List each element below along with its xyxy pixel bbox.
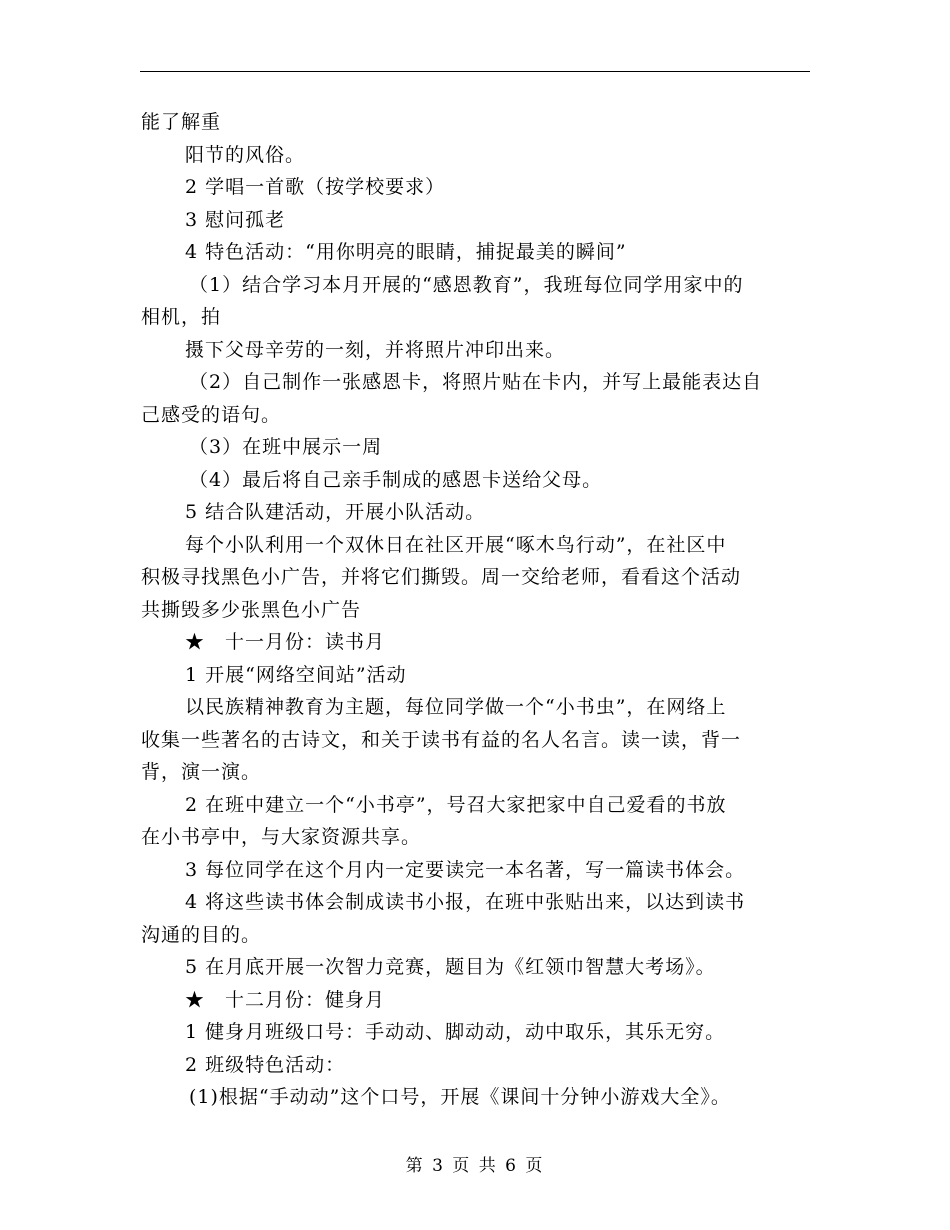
text-line: 积极寻找黑色小广告，并将它们撕毁。周一交给老师，看看这个活动 — [141, 566, 742, 588]
text-line: 在小书亭中，与大家资源共享。 — [141, 826, 422, 848]
section-heading: ★ 十一月份：读书月 — [185, 631, 386, 653]
text-line: 1 开展“网络空间站”活动 — [185, 663, 407, 686]
section-heading: ★ 十二月份：健身月 — [185, 988, 386, 1011]
text-line: 收集一些著名的古诗文，和关于读书有益的名人名言。读一读，背一 — [141, 728, 742, 751]
text-line: 3 每位同学在这个月内一定要读完一本名著，写一篇读书体会。 — [185, 858, 746, 881]
text-line: 2 学唱一首歌（按学校要求） — [185, 176, 446, 198]
text-line: 5 结合队建活动，开展小队活动。 — [185, 501, 486, 523]
text-line: （3）在班中展示一周 — [189, 436, 383, 458]
text-line: 每个小队利用一个双休日在社区开展“啄木鸟行动”，在社区中 — [185, 533, 727, 556]
text-line: 2 班级特色活动： — [185, 1053, 346, 1076]
text-line: 己感受的语句。 — [141, 403, 282, 426]
text-line: 2 在班中建立一个“小书亭”，号召大家把家中自己爱看的书放 — [185, 793, 727, 816]
text-line: （4）最后将自己亲手制成的感恩卡送给父母。 — [189, 468, 603, 491]
header-rule — [140, 71, 810, 72]
text-line: (1)根据“手动动”这个口号，开展《课间十分钟小游戏大全》。 — [189, 1086, 731, 1108]
text-line: 共撕毁多少张黑色小广告 — [141, 598, 362, 621]
text-line: 能了解重 — [141, 111, 222, 133]
text-line: （2）自己制作一张感恩卡，将照片贴在卡内，并写上最能表达自 — [189, 371, 763, 393]
text-line: 3 慰问孤老 — [185, 208, 286, 231]
text-line: （1）结合学习本月开展的“感恩教育”，我班每位同学用家中的 — [189, 273, 744, 296]
text-line: 相机，拍 — [141, 306, 222, 328]
text-line: 以民族精神教育为主题，每位同学做一个“小书虫”，在网络上 — [185, 696, 727, 718]
document-body — [141, 106, 811, 1114]
text-line: 4 将这些读书体会制成读书小报，在班中张贴出来，以达到读书 — [185, 891, 746, 913]
text-line: 摄下父母辛劳的一刻，并将照片冲印出来。 — [185, 338, 566, 361]
text-line: 背，演一演。 — [141, 761, 262, 783]
page-footer: 第 3 页 共 6 页 — [405, 1156, 545, 1176]
text-line: 1 健身月班级口号：手动动、脚动动，动中取乐，其乐无穷。 — [185, 1021, 726, 1043]
text-line: 4 特色活动：“用你明亮的眼睛，捕捉最美的瞬间” — [185, 241, 627, 263]
text-line: 沟通的目的。 — [141, 923, 262, 946]
text-line: 阳节的风俗。 — [185, 143, 306, 166]
text-line: 5 在月底开展一次智力竞赛，题目为《红领巾智慧大考场》。 — [185, 956, 716, 978]
